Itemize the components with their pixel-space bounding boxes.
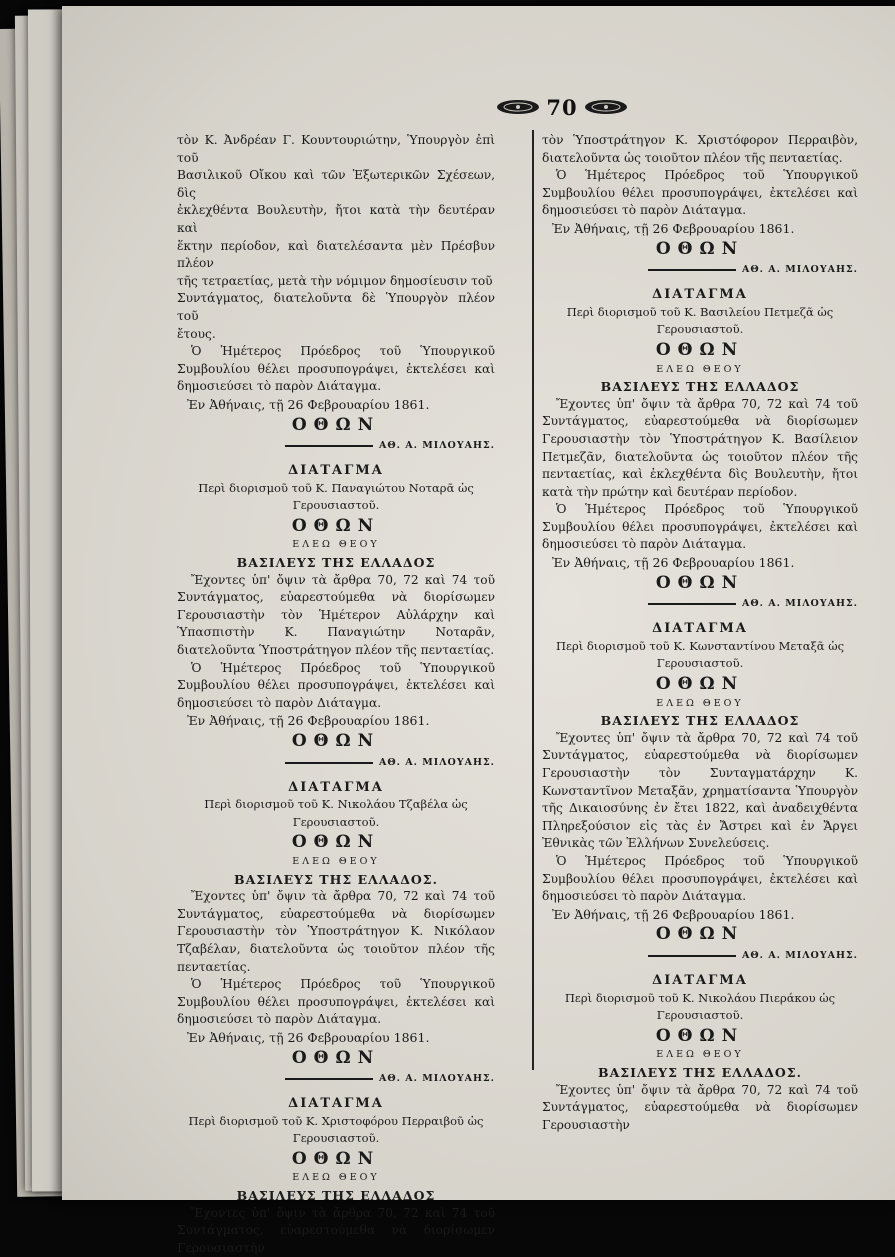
- column-divider: [532, 130, 534, 1070]
- right-ornament-icon: [584, 99, 628, 115]
- decree-body: Ἔχοντες ὑπ' ὄψιν τὰ ἄρθρα 70, 72 καὶ 74 τοῦ Συντάγματος, εὐαρεστούμεθα νὰ διορίσωμεν Γερουσιαστὴν τὸν Ἡμέτερον Αὐλάρχην καὶ Ὑπασπιστὴν Κ. Παναγιώτην Νοταρᾶν, διατελοῦντα Ὑποστράτηγον πλέον τῆς πενταετίας.: [177, 572, 495, 658]
- decree-signature: ΟΘΩΝ: [291, 1047, 381, 1068]
- signature-rule: [648, 955, 736, 957]
- decree-signature: ΟΘΩΝ: [655, 572, 745, 593]
- decree-subject: Περὶ διορισμοῦ τοῦ Κ. Κωνσταντίνου Μεταξᾶ ὡς Γερουσιαστοῦ.: [555, 638, 845, 671]
- decree-subject: Περὶ διορισμοῦ τοῦ Κ. Νικολάου Τζαβέλα ὡς Γερουσιαστοῦ.: [204, 797, 468, 829]
- king-title: ΒΑΣΙΛΕΥΣ ΤΗΣ ΕΛΛΑΔΟΣ: [600, 379, 800, 395]
- decree-date: Ἐν Ἀθήναις, τῇ 26 Φεβρουαρίου 1861.: [187, 713, 430, 729]
- king-title: ΒΑΣΙΛΕΥΣ ΤΗΣ ΕΛΛΑΔΟΣ: [600, 713, 800, 729]
- page-header: [482, 94, 642, 120]
- king-title: ΒΑΣΙΛΕΥΣ ΤΗΣ ΕΛΛΑΔΟΣ: [236, 1188, 436, 1204]
- decree-subject: Περὶ διορισμοῦ τοῦ Κ. Βασιλείου Πετμεζᾶ ὡς Γερουσιαστοῦ.: [566, 304, 834, 337]
- minister-signature-line: [542, 260, 858, 280]
- left-ornament-icon: [496, 99, 540, 115]
- page-number: 70: [546, 94, 578, 120]
- signature-rule: [285, 445, 373, 447]
- by-grace-of-god: ΕΛΕΩ ΘΕΟΥ: [656, 697, 744, 709]
- decree-subject: Περὶ διορισμοῦ τοῦ Κ. Χριστοφόρου Περραιβοῦ ὡς Γερουσιαστοῦ.: [188, 1113, 484, 1146]
- decree-closing: Ὁ Ἡμέτερος Πρόεδρος τοῦ Ὑπουργικοῦ Συμβουλίου θέλει προσυπογράψει, ἐκτελέσει καὶ δημοσιεύσει τὸ παρὸν Διάταγμα.: [542, 502, 858, 552]
- intro-closing: Ὁ Ἡμέτερος Πρόεδρος τοῦ Ὑπουργικοῦ Συμβουλίου θέλει προσυπογράψει, ἐκτελέσει καὶ δημοσιεύσει τὸ παρὸν Διάταγμα.: [177, 344, 495, 394]
- right-column: [542, 132, 858, 1134]
- decree-heading: ΔΙΑΤΑΓΜΑ: [288, 779, 384, 795]
- minister-signature-line: [177, 1069, 495, 1089]
- document-page: [62, 6, 895, 1255]
- intro-text: τὸν Ὑποστράτηγον Κ. Χριστόφορον Περραιβὸν, διατελοῦντα ὡς τοιοῦτον πλέον τῆς πενταετίας.: [542, 133, 858, 165]
- minister-name: ΑΘ. Α. ΜΙΛΟΥΑΗΣ.: [741, 950, 858, 962]
- intro-line: τὸν Κ. Ἀνδρέαν Γ. Κουντουριώτην, Ὑπουργὸν ἐπὶ τοῦ: [177, 133, 495, 165]
- decree-signature: ΟΘΩΝ: [655, 924, 745, 945]
- king-title: ΒΑΣΙΛΕΥΣ ΤΗΣ ΕΛΛΑΔΟΣ.: [234, 871, 438, 887]
- minister-name: ΑΘ. Α. ΜΙΛΟΥΑΗΣ.: [378, 756, 495, 768]
- decree-closing: Ὁ Ἡμέτερος Πρόεδρος τοῦ Ὑπουργικοῦ Συμβουλίου θέλει προσυπογράψει, ἐκτελέσει καὶ δημοσιεύσει τὸ παρὸν Διάταγμα.: [542, 853, 858, 904]
- decree-signature: ΟΘΩΝ: [291, 731, 381, 751]
- king-name: ΟΘΩΝ: [655, 339, 745, 360]
- decree-heading: ΔΙΑΤΑΓΜΑ: [288, 1096, 384, 1112]
- decree-subject: Περὶ διορισμοῦ τοῦ Κ. Παναγιώτου Νοταρᾶ ὡς Γερουσιαστοῦ.: [198, 480, 474, 513]
- decree-date: Ἐν Ἀθήναις, τῇ 26 Φεβρουαρίου 1861.: [552, 555, 795, 571]
- decree-date: Ἐν Ἀθήναις, τῇ 26 Φεβρουαρίου 1861.: [187, 1029, 430, 1045]
- king-name: ΟΘΩΝ: [291, 1148, 381, 1169]
- decree-heading: ΔΙΑΤΑΓΜΑ: [652, 621, 748, 637]
- intro-line: Συντάγματος, διατελοῦντα δὲ Ὑπουργὸν πλέον τοῦ: [177, 291, 495, 323]
- decree-body: Ἔχοντες ὑπ' ὄψιν τὰ ἄρθρα 70, 72 καὶ 74 τοῦ Συντάγματος, εὐαρεστούμεθα νὰ διορίσωμεν Γερουσιαστὴν τὸν Ὑποστράτηγον Κ. Βασίλειον Πετμεζᾶν, διατελοῦντα ὡς τοιοῦτον πλέον τῆς πενταετίας, καὶ ἐκλεχθέντα δὶς Βουλευτὴν, ἤτοι κατὰ τὴν πρώτην καὶ δευτέραν περίοδον.: [542, 396, 858, 499]
- intro-date: Ἐν Ἀθήναις, τῇ 26 Φεβρουαρίου 1861.: [187, 396, 430, 412]
- decree-heading: ΔΙΑΤΑΓΜΑ: [652, 972, 748, 988]
- intro-line: ἐκλεχθέντα Βουλευτὴν, ἤτοι κατὰ τὴν δευτέραν καὶ: [177, 203, 495, 235]
- decree-closing: Ὁ Ἡμέτερος Πρόεδρος τοῦ Ὑπουργικοῦ Συμβουλίου θέλει προσυπογράψει, ἐκτελέσει καὶ δημοσιεύσει τὸ παρὸν Διάταγμα.: [177, 977, 495, 1027]
- king-title: ΒΑΣΙΛΕΥΣ ΤΗΣ ΕΛΛΑΔΟΣ.: [598, 1064, 802, 1080]
- king-name: ΟΘΩΝ: [291, 832, 381, 853]
- by-grace-of-god: ΕΛΕΩ ΘΕΟΥ: [292, 539, 380, 551]
- signature-rule: [285, 1078, 373, 1080]
- signature-rule: [648, 269, 736, 271]
- king-name: ΟΘΩΝ: [655, 1025, 745, 1046]
- decree-heading: ΔΙΑΤΑΓΜΑ: [288, 463, 384, 479]
- minister-signature-line: [177, 436, 495, 456]
- intro-line: Βασιλικοῦ Οἴκου καὶ τῶν Ἐξωτερικῶν Σχέσεων, δὶς: [177, 168, 495, 200]
- minister-name: ΑΘ. Α. ΜΙΛΟΥΑΗΣ.: [741, 264, 858, 276]
- by-grace-of-god: ΕΛΕΩ ΘΕΟΥ: [656, 1049, 744, 1061]
- signature-rule: [285, 762, 373, 764]
- decree-subject: Περὶ διορισμοῦ τοῦ Κ. Νικολάου Πιεράκου ὡς Γερουσιαστοῦ.: [564, 990, 836, 1023]
- king-name: ΟΘΩΝ: [655, 674, 745, 695]
- decree-heading: ΔΙΑΤΑΓΜΑ: [652, 287, 748, 303]
- minister-name: ΑΘ. Α. ΜΙΛΟΥΑΗΣ.: [378, 1073, 495, 1085]
- by-grace-of-god: ΕΛΕΩ ΘΕΟΥ: [292, 855, 380, 867]
- signature-rule: [648, 603, 736, 605]
- intro-date: Ἐν Ἀθήναις, τῇ 26 Φεβρουαρίου 1861.: [552, 220, 795, 236]
- king-name: ΟΘΩΝ: [291, 515, 381, 536]
- minister-signature-line: [542, 594, 858, 614]
- decree-body: Ἔχοντες ὑπ' ὄψιν τὰ ἄρθρα 70, 72 καὶ 74 τοῦ Συντάγματος, εὐαρεστούμεθα νὰ διορίσωμεν Γερουσιαστὴν τὸν Συνταγματάρχην Κ. Κωνσταντῖνον Μεταξᾶν, χρηματίσαντα Ὑπουργὸν τῆς Δικαιοσύνης ἐν ἔτει 1822, καὶ ἀναδειχθέντα Πληρεξούσιον εἰς τὰς ἐν Ἄστρει καὶ ἐν Ἄργει Ἐθνικὰς τῶν Ἑλλήνων Συνελεύσεις.: [542, 730, 858, 851]
- intro-line: ἕκτην περίοδον, καὶ διατελέσαντα μὲν Πρέσβυν πλέον: [177, 238, 495, 271]
- decree-body: Ἔχοντες ὑπ' ὄψιν τὰ ἄρθρα 70, 72 καὶ 74 τοῦ Συντάγματος, εὐαρεστούμεθα νὰ διορίσωμεν Γερουσιαστὴν τὸν Ὑποστράτηγον Κ. Νικόλαον Τζαβέλαν, διατελοῦντα ὡς τοιοῦτον πλέον τῆς πενταετίας.: [177, 889, 495, 974]
- by-grace-of-god: ΕΛΕΩ ΘΕΟΥ: [656, 363, 744, 375]
- by-grace-of-god: ΕΛΕΩ ΘΕΟΥ: [292, 1172, 380, 1184]
- decree-body: Ἔχοντες ὑπ' ὄψιν τὰ ἄρθρα 70, 72 καὶ 74 τοῦ Συντάγματος, εὐαρεστούμεθα νὰ διορίσωμεν Γερουσιαστὴν: [177, 1205, 495, 1255]
- minister-name: ΑΘ. Α. ΜΙΛΟΥΑΗΣ.: [378, 440, 495, 452]
- intro-closing: Ὁ Ἡμέτερος Πρόεδρος τοῦ Ὑπουργικοῦ Συμβουλίου θέλει προσυπογράψει, ἐκτελέσει καὶ δημοσιεύσει τὸ παρὸν Διάταγμα.: [542, 168, 858, 218]
- intro-line: ἔτους.: [177, 326, 216, 341]
- minister-signature-line: [542, 946, 858, 966]
- decree-closing: Ὁ Ἡμέτερος Πρόεδρος τοῦ Ὑπουργικοῦ Συμβουλίου θέλει προσυπογράψει, ἐκτελέσει καὶ δημοσιεύσει τὸ παρὸν Διάταγμα.: [177, 660, 495, 710]
- intro-signature: ΟΘΩΝ: [291, 414, 381, 435]
- minister-name: ΑΘ. Α. ΜΙΛΟΥΑΗΣ.: [741, 598, 858, 610]
- intro-signature: ΟΘΩΝ: [655, 238, 745, 259]
- intro-line: τῆς τετραετίας, μετὰ τὴν νόμιμον δημοσίευσιν τοῦ: [177, 273, 493, 288]
- decree-body: Ἔχοντες ὑπ' ὄψιν τὰ ἄρθρα 70, 72 καὶ 74 τοῦ Συντάγματος, εὐαρεστούμεθα νὰ διορίσωμεν Γερουσιαστὴν: [542, 1082, 858, 1132]
- minister-signature-line: [177, 753, 495, 773]
- left-column: [177, 132, 495, 1257]
- king-title: ΒΑΣΙΛΕΥΣ ΤΗΣ ΕΛΛΑΔΟΣ: [236, 555, 436, 571]
- decree-date: Ἐν Ἀθήναις, τῇ 26 Φεβρουαρίου 1861.: [552, 906, 795, 922]
